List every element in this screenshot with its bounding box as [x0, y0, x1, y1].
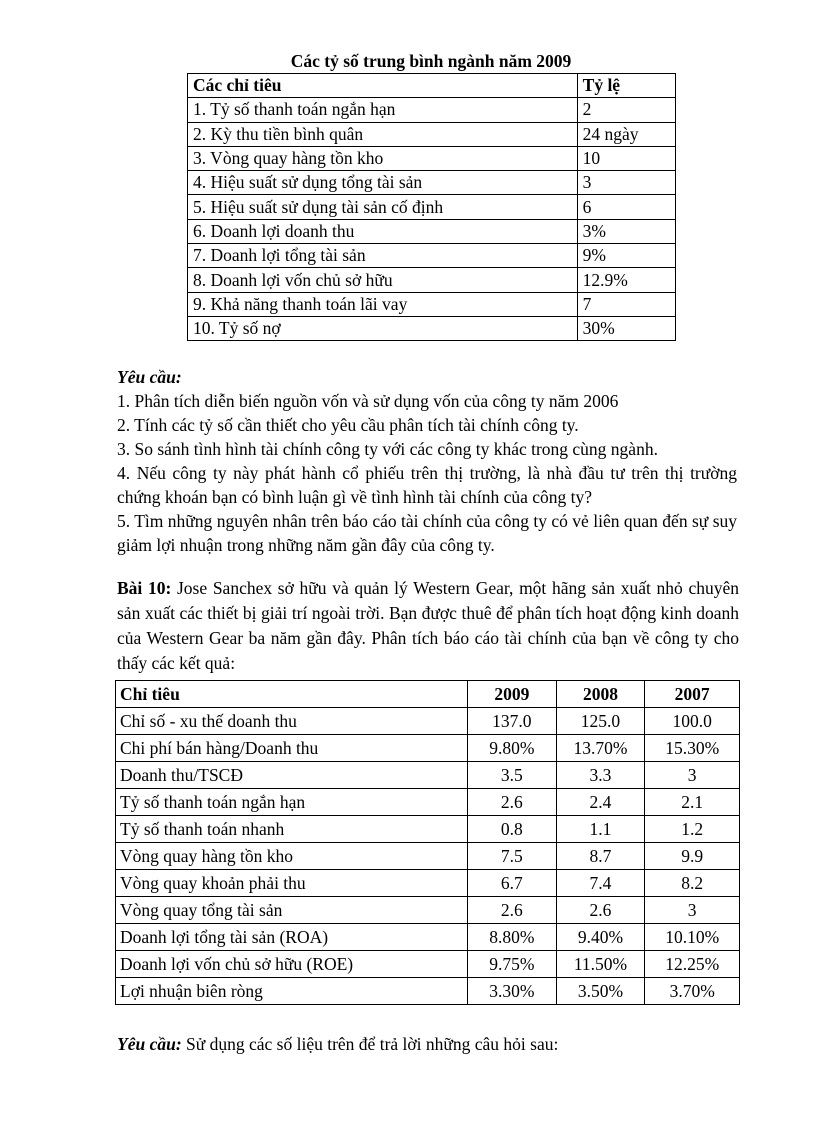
table-cell: 9.75%: [468, 951, 557, 978]
table-cell: Doanh thu/TSCĐ: [116, 762, 468, 789]
table-cell: 9%: [577, 244, 675, 268]
table-cell: Chỉ số - xu thế doanh thu: [116, 708, 468, 735]
table-row: [188, 195, 676, 219]
industry-ratios-table: [187, 73, 676, 341]
table-cell: 8.80%: [468, 924, 557, 951]
table-cell: Vòng quay khoản phải thu: [116, 870, 468, 897]
table-row: [188, 98, 676, 122]
table-cell: 24 ngày: [577, 122, 675, 146]
table-cell: Lợi nhuận biên ròng: [116, 978, 468, 1005]
table-cell: 3: [645, 762, 740, 789]
table-cell: 8.7: [556, 843, 645, 870]
table-row: [188, 316, 676, 340]
table-cell: 7.5: [468, 843, 557, 870]
table-header-cell: 2009: [468, 681, 557, 708]
table-cell: 3.70%: [645, 978, 740, 1005]
exercise10-label: Bài 10:: [117, 578, 172, 598]
table-cell: 13.70%: [556, 735, 645, 762]
table-cell: 9. Khả năng thanh toán lãi vay: [188, 292, 578, 316]
table-row: [188, 122, 676, 146]
requirement-item: 5. Tìm những nguyên nhân trên báo cáo tài chính của công ty có vẻ liên quan đến sự suy giảm lợi nhuận trong những năm gần đây của công ty.: [117, 511, 737, 555]
table-cell: 2.1: [645, 789, 740, 816]
table-cell: 9.9: [645, 843, 740, 870]
table-cell: 3. Vòng quay hàng tồn kho: [188, 146, 578, 170]
table-cell: 10. Tỷ số nợ: [188, 316, 578, 340]
requirement-item: 2. Tính các tỷ số cần thiết cho yêu cầu phân tích tài chính công ty.: [117, 415, 579, 435]
table-row: [116, 762, 740, 789]
exercise10-paragraph: [117, 576, 739, 676]
table-cell: 8. Doanh lợi vốn chủ sở hữu: [188, 268, 578, 292]
table-row: [116, 870, 740, 897]
table-row: [116, 843, 740, 870]
table-cell: 10: [577, 146, 675, 170]
table-row: [188, 146, 676, 170]
table-cell: 1.2: [645, 816, 740, 843]
table-cell: 1. Tỷ số thanh toán ngắn hạn: [188, 98, 578, 122]
table-cell: 2.6: [468, 789, 557, 816]
table-row: [116, 978, 740, 1005]
table1-title: Các tỷ số trung bình ngành năm 2009: [290, 51, 572, 71]
table-cell: 3.5: [468, 762, 557, 789]
table-header-cell: 2008: [556, 681, 645, 708]
table-cell: 11.50%: [556, 951, 645, 978]
table-cell: 0.8: [468, 816, 557, 843]
table-cell: 5. Hiệu suất sử dụng tài sản cố định: [188, 195, 578, 219]
table-cell: 1.1: [556, 816, 645, 843]
table-header-cell: Chỉ tiêu: [116, 681, 468, 708]
requirements-heading: Yêu cầu:: [117, 367, 182, 387]
exercise10-text: Jose Sanchex sở hữu và quản lý Western Gear, một hãng sản xuất nhỏ chuyên sản xuất các thiết bị giải trí ngoài trời. Bạn được thuê để phân tích hoạt động kinh doanh của Western Gear ba năm gần đây. Phân tích báo cáo tài chính của bạn về công ty cho thấy các kết quả:: [117, 578, 739, 673]
table-cell: 6. Doanh lợi doanh thu: [188, 219, 578, 243]
table-cell: 3%: [577, 219, 675, 243]
table-cell: 2.6: [556, 897, 645, 924]
table-cell: 4. Hiệu suất sử dụng tổng tài sản: [188, 171, 578, 195]
table-cell: 2.4: [556, 789, 645, 816]
table-cell: 2.6: [468, 897, 557, 924]
table-cell: 30%: [577, 316, 675, 340]
table-row: [116, 735, 740, 762]
table-row: [116, 924, 740, 951]
table-row: [188, 219, 676, 243]
table-row: [116, 897, 740, 924]
table-header-row: [116, 681, 740, 708]
table-cell: 7.4: [556, 870, 645, 897]
table-cell: 125.0: [556, 708, 645, 735]
table-cell: 12.25%: [645, 951, 740, 978]
table-cell: Vòng quay tổng tài sản: [116, 897, 468, 924]
table-cell: 9.40%: [556, 924, 645, 951]
table-row: [116, 789, 740, 816]
table-cell: 3.50%: [556, 978, 645, 1005]
final-requirement: [117, 1033, 558, 1055]
table-cell: 137.0: [468, 708, 557, 735]
final-requirement-label: Yêu cầu:: [117, 1034, 182, 1054]
table-cell: 7: [577, 292, 675, 316]
table-cell: Vòng quay hàng tồn kho: [116, 843, 468, 870]
table-cell: 2: [577, 98, 675, 122]
table-header-cell: 2007: [645, 681, 740, 708]
table-cell: Tỷ số thanh toán ngắn hạn: [116, 789, 468, 816]
table-row: [188, 292, 676, 316]
table-row: [188, 171, 676, 195]
table-cell: 3: [577, 171, 675, 195]
table-cell: 3: [645, 897, 740, 924]
table-row: [188, 268, 676, 292]
table-row: [116, 708, 740, 735]
table-header-cell: Các chỉ tiêu: [188, 74, 578, 98]
final-requirement-text: Sử dụng các số liệu trên để trả lời những câu hỏi sau:: [181, 1034, 559, 1054]
table-header-row: [188, 74, 676, 98]
requirement-item: 3. So sánh tình hình tài chính công ty với các công ty khác trong cùng ngành.: [117, 439, 658, 459]
table-cell: 7. Doanh lợi tổng tài sản: [188, 244, 578, 268]
table-cell: 9.80%: [468, 735, 557, 762]
table-cell: 6.7: [468, 870, 557, 897]
table-header-cell: Tỷ lệ: [577, 74, 675, 98]
table-cell: Doanh lợi vốn chủ sở hữu (ROE): [116, 951, 468, 978]
table-cell: Tỷ số thanh toán nhanh: [116, 816, 468, 843]
table-cell: 100.0: [645, 708, 740, 735]
table-cell: 2. Kỳ thu tiền bình quân: [188, 122, 578, 146]
table-row: [116, 951, 740, 978]
western-gear-ratios-table: [115, 680, 740, 1005]
table-cell: Doanh lợi tổng tài sản (ROA): [116, 924, 468, 951]
table-cell: 3.30%: [468, 978, 557, 1005]
table-cell: 10.10%: [645, 924, 740, 951]
table-row: [188, 244, 676, 268]
table-cell: 3.3: [556, 762, 645, 789]
requirement-item: 4. Nếu công ty này phát hành cổ phiếu trên thị trường, là nhà đầu tư trên thị trường chứng khoán bạn có bình luận gì về tình hình tài chính của công ty?: [117, 463, 737, 507]
table-cell: Chi phí bán hàng/Doanh thu: [116, 735, 468, 762]
requirement-item: 1. Phân tích diễn biến nguồn vốn và sử dụng vốn của công ty năm 2006: [117, 391, 619, 411]
table-cell: 15.30%: [645, 735, 740, 762]
requirements-list: [117, 389, 737, 557]
table-cell: 12.9%: [577, 268, 675, 292]
table-row: [116, 816, 740, 843]
table-cell: 6: [577, 195, 675, 219]
table-cell: 8.2: [645, 870, 740, 897]
